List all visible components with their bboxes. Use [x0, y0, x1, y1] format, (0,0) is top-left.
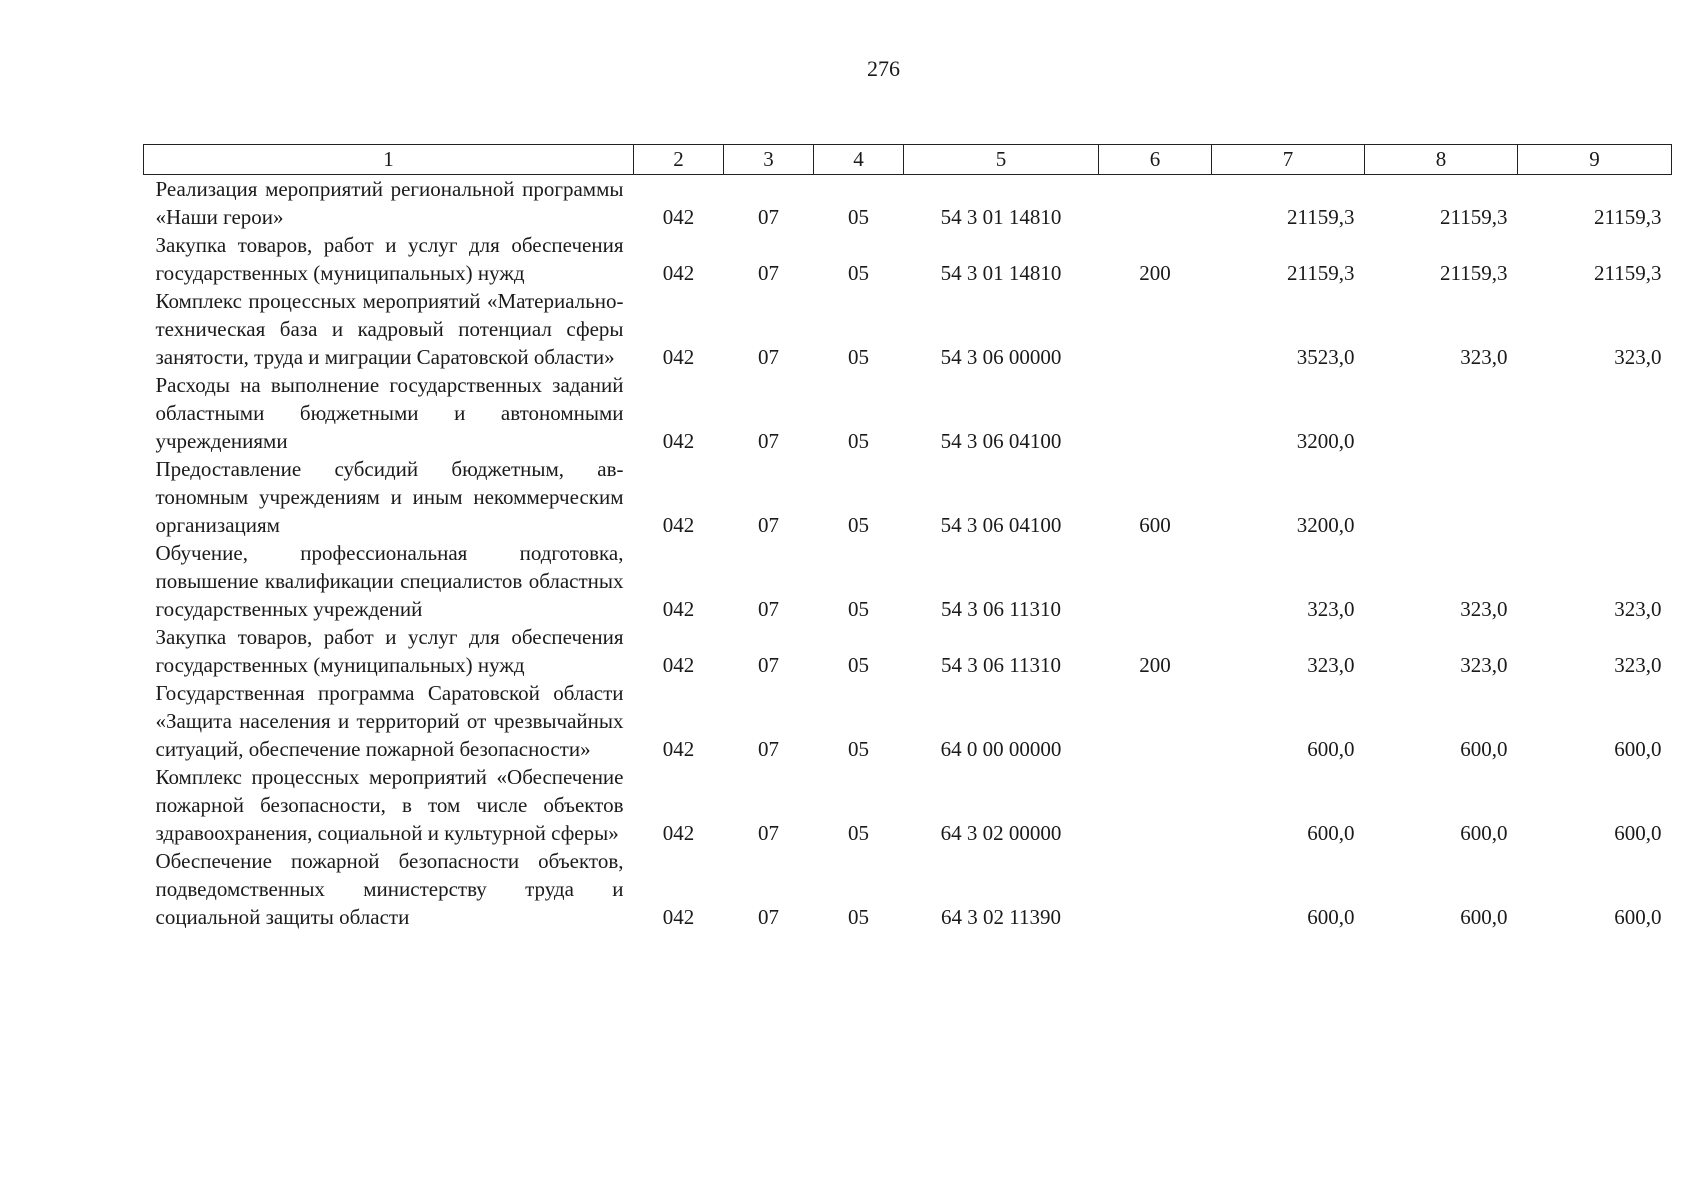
cell-ministry-code: 042: [662, 905, 695, 929]
cell-section-code: 07: [758, 345, 779, 369]
table-row: [144, 623, 1672, 679]
cell-ministry-code: 042: [662, 737, 695, 761]
cell-section-code: 07: [758, 513, 779, 537]
cell-ministry-code: 042: [662, 205, 695, 229]
cell-amount-col8: 323,0: [1460, 345, 1508, 369]
cell-amount-col7: 600,0: [1307, 737, 1355, 761]
cell-target-article: 54 3 06 11310: [941, 597, 1061, 621]
cell-expense-type: [1099, 763, 1212, 847]
cell-target-article: 64 3 02 11390: [941, 905, 1061, 929]
table-row: [144, 679, 1672, 763]
column-header: 4: [814, 145, 904, 175]
cell-amount-col9: [1518, 455, 1672, 539]
cell-amount-col9: 323,0: [1614, 345, 1662, 369]
row-description: Реализация мероприятий региональной программы «Наши герои»: [155, 177, 624, 229]
cell-ministry-code: 042: [662, 821, 695, 845]
cell-expense-type: [1099, 679, 1212, 763]
table-row: [144, 763, 1672, 847]
table-row: [144, 847, 1672, 931]
cell-expense-type: 200: [1139, 653, 1171, 677]
row-description: Комплекс процессных мероприятий «Обеспечение пожарной безопасности, в том числе объектов здравоохранения, социальной и культурной сферы»: [155, 765, 624, 845]
row-description: Государственная программа Саратовской области «Защита населения и территорий от чрезвычайных ситуаций, обеспечение пожарной безопасности»: [155, 681, 624, 761]
cell-subsection-code: 05: [848, 653, 869, 677]
cell-amount-col7: 3200,0: [1296, 429, 1355, 453]
cell-amount-col8: [1365, 455, 1518, 539]
cell-amount-col7: 600,0: [1307, 905, 1355, 929]
table-row: [144, 371, 1672, 455]
cell-section-code: 07: [758, 653, 779, 677]
cell-amount-col8: 21159,3: [1440, 205, 1508, 229]
cell-amount-col7: 323,0: [1307, 653, 1355, 677]
cell-target-article: 54 3 06 11310: [941, 653, 1061, 677]
cell-amount-col9: [1518, 371, 1672, 455]
cell-ministry-code: 042: [662, 653, 695, 677]
cell-amount-col9: 21159,3: [1594, 205, 1662, 229]
cell-amount-col9: 323,0: [1614, 597, 1662, 621]
column-header: 8: [1365, 145, 1518, 175]
column-header: 6: [1099, 145, 1212, 175]
cell-section-code: 07: [758, 737, 779, 761]
table-header-row: [144, 145, 1672, 175]
cell-section-code: 07: [758, 905, 779, 929]
cell-section-code: 07: [758, 261, 779, 285]
cell-amount-col8: 21159,3: [1440, 261, 1508, 285]
cell-amount-col8: 600,0: [1460, 905, 1508, 929]
cell-ministry-code: 042: [662, 429, 695, 453]
cell-target-article: 54 3 06 00000: [940, 345, 1062, 369]
cell-ministry-code: 042: [662, 513, 695, 537]
cell-target-article: 64 3 02 00000: [940, 821, 1062, 845]
cell-target-article: 54 3 06 04100: [940, 429, 1062, 453]
column-header: 7: [1212, 145, 1365, 175]
row-description: Обучение, профессиональная подготовка, повышение квалификации специалистов областных государственных учреждений: [155, 541, 624, 621]
row-description: Закупка товаров, работ и услуг для обеспечения государственных (муниципальных) нужд: [155, 233, 624, 285]
table-row: [144, 539, 1672, 623]
cell-expense-type: [1099, 847, 1212, 931]
cell-ministry-code: 042: [662, 597, 695, 621]
cell-expense-type: 200: [1139, 261, 1171, 285]
cell-target-article: 54 3 01 14810: [940, 261, 1062, 285]
cell-amount-col7: 3523,0: [1296, 345, 1355, 369]
cell-amount-col9: 600,0: [1614, 905, 1662, 929]
cell-expense-type: 600: [1139, 513, 1171, 537]
cell-subsection-code: 05: [848, 821, 869, 845]
row-description: Обеспечение пожарной безопасности объектов, подведомственных министерству труда и социальной защиты области: [155, 849, 624, 929]
cell-target-article: 54 3 01 14810: [940, 205, 1062, 229]
cell-target-article: 64 0 00 00000: [940, 737, 1062, 761]
cell-amount-col8: 600,0: [1460, 737, 1508, 761]
table-row: [144, 455, 1672, 539]
table-body: [144, 175, 1672, 932]
row-description: Расходы на выполнение государственных заданий областными бюджетными и автономными учреждениями: [155, 373, 624, 453]
cell-target-article: 54 3 06 04100: [940, 513, 1062, 537]
cell-expense-type: [1099, 175, 1212, 232]
cell-amount-col8: 323,0: [1460, 597, 1508, 621]
cell-amount-col7: 323,0: [1307, 597, 1355, 621]
table-row: [144, 231, 1672, 287]
cell-subsection-code: 05: [848, 261, 869, 285]
cell-amount-col9: 323,0: [1614, 653, 1662, 677]
column-header: 5: [904, 145, 1099, 175]
page-number: 276: [867, 56, 900, 81]
cell-subsection-code: 05: [848, 205, 869, 229]
cell-expense-type: [1099, 287, 1212, 371]
cell-ministry-code: 042: [662, 345, 695, 369]
cell-subsection-code: 05: [848, 429, 869, 453]
cell-amount-col9: 21159,3: [1594, 261, 1662, 285]
column-header: 9: [1518, 145, 1672, 175]
column-header: 1: [144, 145, 634, 175]
row-description: Предоставление субсидий бюджетным, автономным учреждениям и иным некоммерческим организациям: [155, 457, 624, 537]
row-description: Закупка товаров, работ и услуг для обеспечения государственных (муниципальных) нужд: [155, 625, 624, 677]
cell-section-code: 07: [758, 821, 779, 845]
table-row: [144, 287, 1672, 371]
column-header: 2: [634, 145, 724, 175]
cell-amount-col7: 600,0: [1307, 821, 1355, 845]
cell-section-code: 07: [758, 597, 779, 621]
cell-ministry-code: 042: [662, 261, 695, 285]
cell-subsection-code: 05: [848, 345, 869, 369]
cell-amount-col8: 323,0: [1460, 653, 1508, 677]
cell-amount-col8: 600,0: [1460, 821, 1508, 845]
cell-amount-col7: 3200,0: [1296, 513, 1355, 537]
cell-subsection-code: 05: [848, 513, 869, 537]
cell-amount-col9: 600,0: [1614, 737, 1662, 761]
cell-amount-col9: 600,0: [1614, 821, 1662, 845]
cell-subsection-code: 05: [848, 905, 869, 929]
cell-expense-type: [1099, 371, 1212, 455]
cell-expense-type: [1099, 539, 1212, 623]
row-description: Комплекс процессных мероприятий «Материально-техническая база и кадровый потенциал сферы занятости, труда и миграции Саратовской области»: [155, 289, 624, 369]
table-row: [144, 175, 1672, 232]
cell-amount-col7: 21159,3: [1287, 205, 1355, 229]
cell-section-code: 07: [758, 205, 779, 229]
cell-subsection-code: 05: [848, 597, 869, 621]
cell-subsection-code: 05: [848, 737, 869, 761]
budget-table: [143, 144, 1672, 931]
cell-section-code: 07: [758, 429, 779, 453]
column-header: 3: [724, 145, 814, 175]
cell-amount-col8: [1365, 371, 1518, 455]
cell-amount-col7: 21159,3: [1287, 261, 1355, 285]
